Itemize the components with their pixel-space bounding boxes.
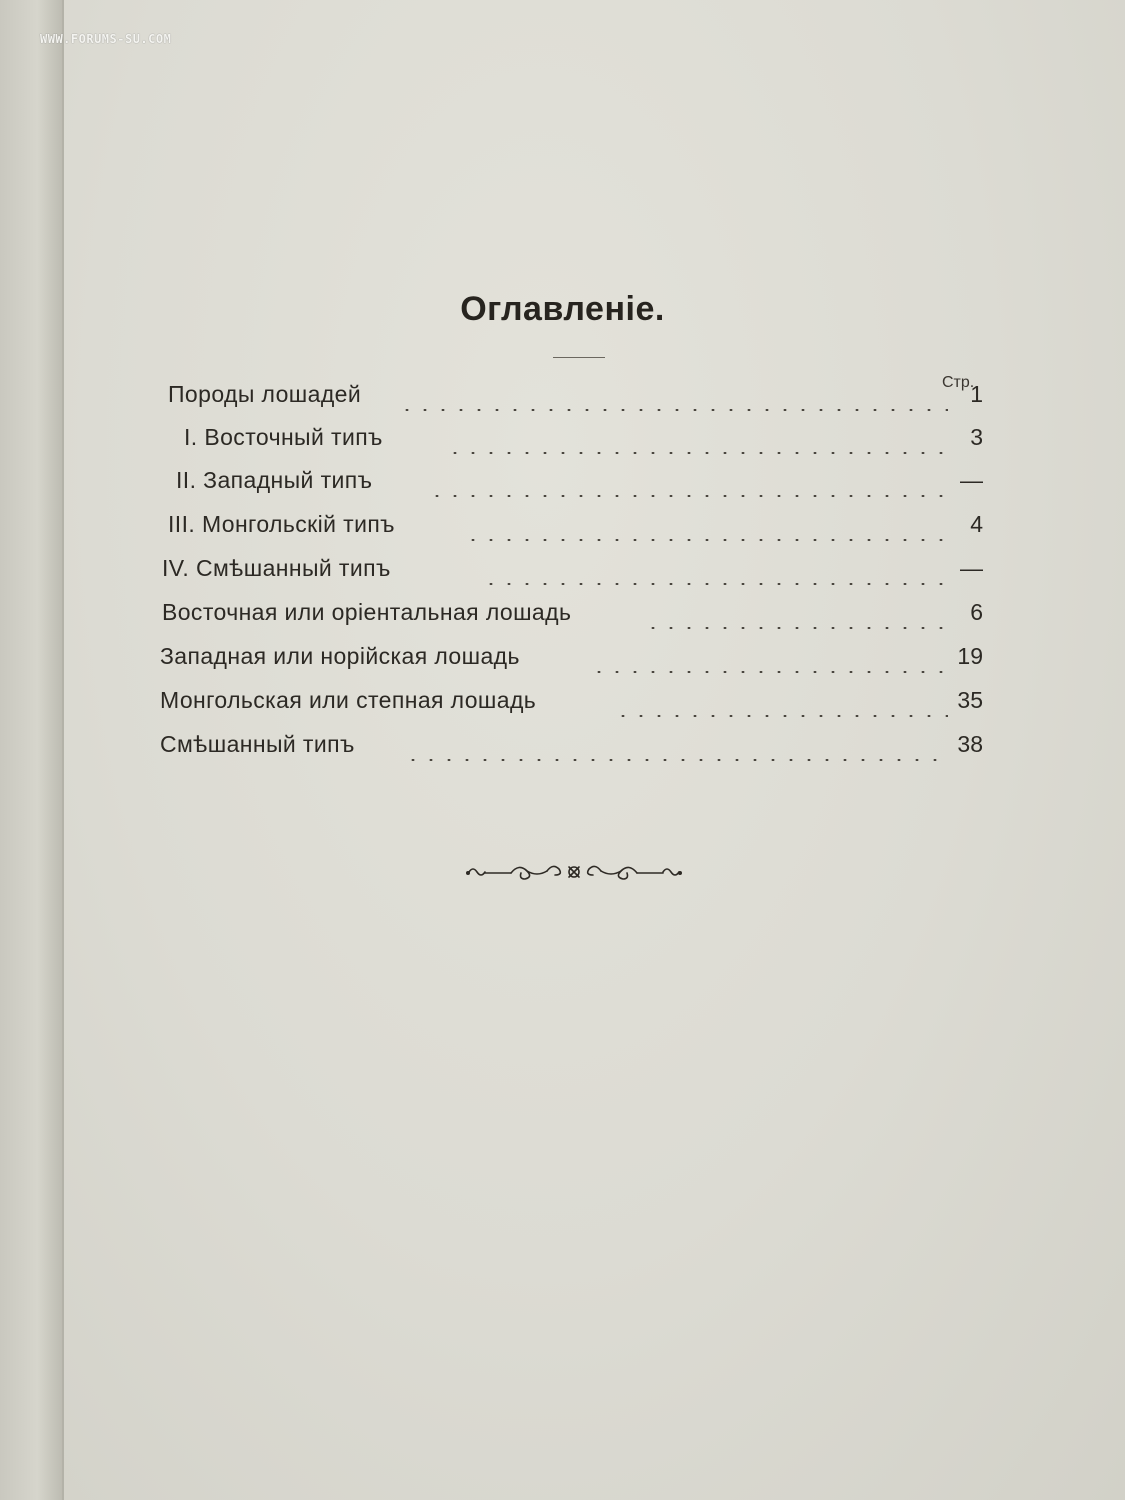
toc-entry xyxy=(0,424,1125,464)
toc-entry-page: — xyxy=(960,467,983,493)
toc-entry-title: II. Западный типъ xyxy=(176,467,373,493)
toc-entry-title: III. Монгольскій типъ xyxy=(168,511,395,537)
toc-leader-dots xyxy=(404,759,948,761)
toc-entry xyxy=(0,381,1125,421)
toc-leader-dots xyxy=(446,452,948,454)
toc-leader-dots xyxy=(428,495,948,497)
toc-entry-page: 6 xyxy=(970,599,983,625)
toc-entry-title: I. Восточный типъ xyxy=(184,424,383,450)
toc-entry-page: 3 xyxy=(970,424,983,450)
toc-entry xyxy=(0,467,1125,507)
toc-entry-page: 19 xyxy=(957,643,983,669)
toc-entry-page: — xyxy=(960,555,983,581)
toc-entry xyxy=(0,511,1125,551)
title-underline xyxy=(553,357,605,358)
toc-entry xyxy=(0,555,1125,595)
toc-leader-dots xyxy=(482,583,948,585)
ornament-divider-icon xyxy=(465,858,683,888)
toc-entry xyxy=(0,599,1125,639)
toc-entry-title: Западная или норійская лошадь xyxy=(160,643,520,669)
toc-leader-dots xyxy=(590,671,948,673)
toc-leader-dots xyxy=(464,539,948,541)
toc-leader-dots xyxy=(398,409,948,411)
toc-entry-title: Монгольская или степная лошадь xyxy=(160,687,537,713)
page-column-label: Стр. xyxy=(942,374,975,391)
toc-entry-page: 35 xyxy=(957,687,983,713)
watermark-text: WWW.FORUMS-SU.COM xyxy=(40,32,172,46)
page-title: Оглавленіе. xyxy=(460,290,665,328)
toc-entry-title: IV. Смѣшанный типъ xyxy=(162,555,391,581)
toc-entry-page: 1 xyxy=(970,381,983,407)
toc-entry-page: 4 xyxy=(970,511,983,537)
toc-entry-title: Породы лошадей xyxy=(168,381,362,407)
toc-entry-title: Восточная или оріентальная лошадь xyxy=(162,599,572,625)
toc-entry xyxy=(0,643,1125,683)
toc-entry xyxy=(0,731,1125,771)
toc-leader-dots xyxy=(644,627,948,629)
toc-entry xyxy=(0,687,1125,727)
toc-entry-title: Смѣшанный типъ xyxy=(160,731,355,757)
toc-entry-page: 38 xyxy=(957,731,983,757)
toc-leader-dots xyxy=(614,715,948,717)
